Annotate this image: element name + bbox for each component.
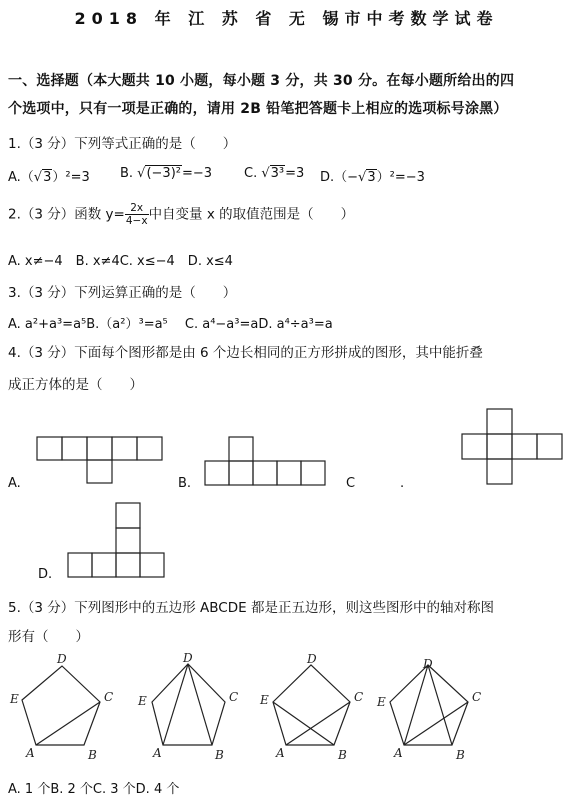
question-4-stem-line1: 4.（3 分）下面每个图形都是由 6 个边长相同的正方形拼成的图形，其中能折叠 [8, 345, 483, 361]
vertex-c-1: C [104, 690, 114, 704]
q2-denominator: 4−x [125, 215, 148, 227]
q2-prefix: 2.（3 分）函数 y= [8, 206, 125, 223]
vertex-b-4: B [456, 748, 465, 762]
vertex-d-3: D [307, 652, 317, 666]
vertex-e-2: E [138, 694, 147, 708]
q1-option-d: D.（−√3）²=−3 [320, 170, 425, 185]
question-4-stem-line2: 成正方体的是（ ） [8, 377, 143, 393]
vertex-b-3: B [338, 748, 347, 762]
q5-options: A. 1 个B. 2 个C. 3 个D. 4 个 [8, 782, 180, 797]
q4-label-a: A. [8, 476, 21, 491]
question-5-stem-line1: 5.（3 分）下列图形中的五边形 ABCDE 都是正五边形，则这些图形中的轴对称图 [8, 600, 494, 616]
vertex-c-3: C [354, 690, 364, 704]
page-title: 2018 年 江 苏 省 无 锡市中考数学试卷 [74, 9, 499, 28]
section-heading-line1: 一、选择题（本大题共 10 小题，每小题 3 分，共 30 分。在每小题所给出的四 [8, 73, 515, 89]
pentagon-figure-4 [390, 665, 468, 745]
q4-label-c: C [346, 476, 356, 491]
pentagon-figure-2 [152, 664, 225, 745]
vertex-a-3: A [276, 746, 285, 760]
q4-label-c-dot: . [400, 476, 405, 491]
vertex-d-1: D [57, 652, 67, 666]
vertex-a-2: A [153, 746, 162, 760]
vertex-b-2: B [215, 748, 224, 762]
q3-options: A. a²+a³=a⁵B.（a²）³=a⁵ C. a⁴−a³=aD. a⁴÷a³=a [8, 317, 333, 332]
q1-option-b: B. √(−3)²=−3 [120, 166, 213, 181]
question-5-stem-line2: 形有（ ） [8, 629, 89, 645]
vertex-c-2: C [229, 690, 239, 704]
vertex-e-1: E [10, 692, 19, 706]
pentagon-figure-1 [22, 666, 100, 745]
q1-option-c: C. √3³=3 [244, 166, 305, 181]
vertex-e-3: E [260, 693, 269, 707]
q2-options: A. x≠−4 B. x≠4C. x≤−4 D. x≤4 [8, 254, 233, 269]
vertex-b-1: B [88, 748, 97, 762]
question-1-stem: 1.（3 分）下列等式正确的是（ ） [8, 136, 237, 152]
vertex-a-1: A [26, 746, 35, 760]
q2-suffix: 中自变量 x 的取值范围是（ ） [148, 206, 355, 223]
section-heading-line2: 个选项中，只有一项是正确的，请用 2B 铅笔把答题卡上相应的选项标号涂黑） [8, 101, 508, 117]
q4-label-d: D. [38, 567, 53, 582]
q4-label-b: B. [178, 476, 192, 491]
vertex-d-4: D [423, 657, 433, 671]
pentagon-figure-3 [273, 665, 350, 745]
vertex-d-2: D [183, 651, 193, 665]
q1-option-a: A.（√3）²=3 [8, 170, 90, 185]
vertex-e-4: E [377, 695, 386, 709]
vertex-a-4: A [394, 746, 403, 760]
q2-numerator: 2x [125, 202, 149, 215]
question-3-stem: 3.（3 分）下列运算正确的是（ ） [8, 285, 237, 301]
vertex-c-4: C [472, 690, 482, 704]
